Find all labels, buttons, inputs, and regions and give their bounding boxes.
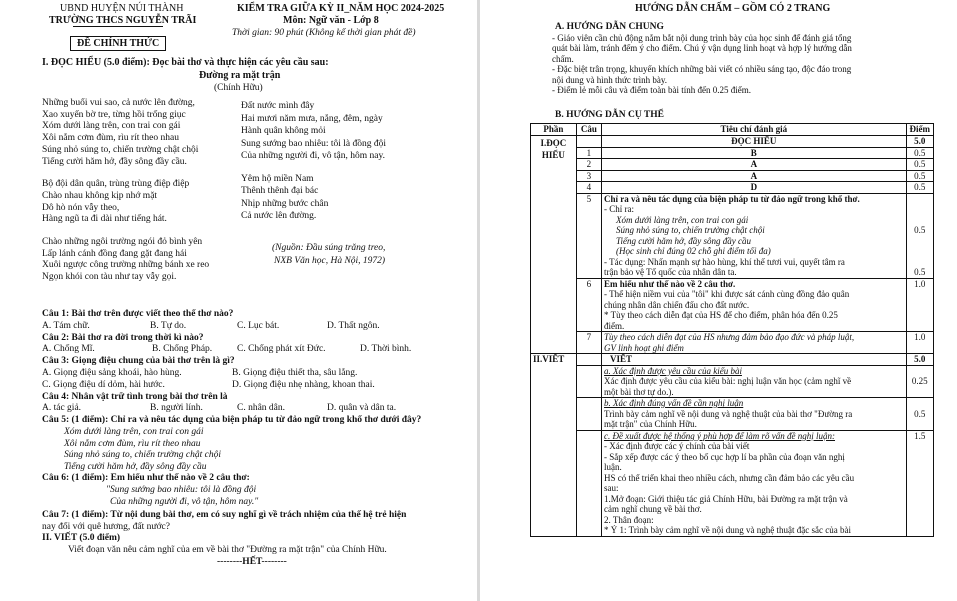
empty-cell [576, 136, 601, 148]
question-3: Câu 3: Giọng điệu chung của bài thơ trên là gì? [42, 356, 235, 367]
poem-stanza-gap [241, 163, 386, 173]
question-1-options [42, 321, 462, 333]
part2-total: 5.0 [906, 354, 933, 366]
part1-label: I.ĐỌC [540, 138, 567, 148]
writing-a-score: 0.25 [906, 365, 933, 398]
criteria-line: - Tác dụng: Nhấn mạnh sự hào hùng, khí thế tươi vui, quyết tâm ra [604, 256, 845, 267]
school-name: TRƯỜNG THCS NGUYỄN TRÃI [49, 15, 197, 26]
table-row [531, 159, 934, 171]
answer-key: A [602, 170, 907, 182]
poem-line: Lấp lánh cánh đồng đang gặt đang hái [42, 248, 187, 259]
specific-guide-title: B. HƯỚNG DẪN CỤ THỂ [555, 110, 664, 120]
q7-score: 1.0 [906, 332, 933, 354]
option-b: B. Tự do. [150, 320, 187, 331]
q5-poem-line: Súng nhỏ súng to, chiến trường chật chội [64, 450, 221, 461]
table-row [531, 365, 934, 398]
guide-line: - Giáo viên cần chủ động nắm bắt nội dung trình bày của học sinh để đánh giá tổng [552, 33, 852, 43]
poem-line: Hàng ngũ ta đi dài như tiếng hát. [42, 214, 167, 225]
option-d: D. quân và dân ta. [327, 403, 397, 414]
criteria-line: 1.Mở đoạn: Giới thiệu tác giả Chính Hữu, bài Đường ra mặt trận và [604, 493, 848, 504]
criteria-line: c. Đề xuất được hệ thống ý phù hợp để làm rõ vấn đề nghị luận: [604, 430, 836, 441]
poem-line: Súng nhỏ súng to, chiến trường chật chội [42, 144, 199, 155]
empty-cell [576, 398, 601, 431]
section2-title: II. VIẾT (5.0 điểm) [42, 533, 121, 544]
poem-line: Chào những ngôi trường ngói đỏ bình yên [42, 237, 203, 248]
poem-line: Yêm hộ miền Nam [241, 173, 314, 184]
option-c: C. Giọng điệu dí dỏm, hài hước. [42, 379, 165, 390]
q5-score: 0.5 [914, 267, 926, 277]
table-row [531, 182, 934, 194]
poem-stanza-gap [42, 226, 209, 237]
answer-key: B [602, 147, 907, 159]
poem-right-column [241, 100, 386, 223]
criteria-line: * Tùy theo cách diễn đạt của HS để cho điểm, phân hóa đến 0.25 [604, 310, 838, 320]
questions-block [42, 309, 462, 568]
district-name: UBND HUYỆN NÚI THÀNH [60, 3, 184, 14]
poem-line: Xao xuyến bờ tre, từng hồi trống giục [42, 109, 186, 120]
answer-num: 2 [576, 159, 601, 171]
question-num: 6 [576, 278, 601, 332]
poem-line: Dô hò nón vẫy theo, [42, 202, 120, 213]
option-a: A. Chống Mĩ. [42, 344, 95, 355]
guide-line: - Đặc biệt trân trọng, khuyến khích những bài viết có nhiều sáng tạo, độc đáo trong [552, 64, 852, 75]
q5-poem-line: Xôi nắm cơm đùm, rìu rít theo nhau [64, 438, 201, 449]
table-row [531, 136, 934, 148]
criteria-line: Tiếng cười hăm hở, đầy sông đầy cầu [616, 235, 752, 246]
poem-line: Xuôi ngược công trường những bánh xe reo [42, 260, 210, 271]
exam-subject: Môn: Ngữ văn - Lớp 8 [283, 15, 379, 26]
writing-a-criteria [602, 365, 907, 398]
guide-line: quát bài làm, tránh đếm ý cho điểm. Chú ý vận dụng linh hoạt và hợp lý hướng dẫn [552, 43, 852, 54]
empty-cell [576, 430, 601, 536]
answer-key: A [602, 159, 907, 171]
poem-line: Sung sướng bao nhiêu: tôi là đồng đội [241, 138, 387, 149]
option-d: D. Thời bình. [360, 344, 412, 355]
table-row [531, 170, 934, 182]
poem-left-column [42, 98, 209, 284]
option-b: B. Giọng điệu thiết tha, sâu lắng. [232, 367, 358, 378]
criteria-line: 2. Thân đoạn: [604, 514, 654, 525]
table-row [531, 332, 934, 354]
option-d: D. Thất ngôn. [327, 320, 380, 331]
poem-source [272, 242, 385, 268]
table-row [531, 354, 934, 366]
poem-line: Ngọn khói con tàu như tay vẫy gọi. [42, 272, 177, 283]
q6-score: 1.0 [906, 278, 933, 332]
question-1: Câu 1: Bài thơ trên được viết theo thể thơ nào? [42, 309, 234, 319]
poem-line: Tiếng cười hăm hở, đầy sông đầy cầu. [42, 156, 187, 167]
criteria-line: điểm. [604, 320, 625, 331]
criteria-line: - Xác định được các ý chính của bài viết [604, 441, 750, 451]
general-guide-title: A. HƯỚNG DẪN CHUNG [555, 22, 664, 32]
criteria-line: a. Xác định được yêu cầu của kiểu bài [604, 365, 742, 376]
criteria-line: Em hiểu như thế nào về 2 câu thơ. [604, 278, 736, 289]
poem-stanza-gap [42, 168, 209, 179]
q5-poem-line: Tiếng cười hăm hở, đầy sông đầy cầu [64, 461, 207, 472]
poem-line: Chào nhau không kịp nhớ mặt [42, 190, 158, 201]
guide-line: nội dung và hình thức trình bày. [552, 74, 668, 85]
part1-heading: ĐỌC HIỂU [602, 136, 907, 148]
q5-score-cell [906, 193, 933, 278]
option-a: A. Tám chữ. [42, 320, 90, 331]
criteria-line: * Ý 1: Trình bày cảm nghĩ về nội dung và nghệ thuật đặc sắc của bài [604, 525, 851, 535]
poem-line: Hành quân không mỏi [241, 126, 326, 136]
question-num: 5 [576, 193, 601, 278]
answer-num: 3 [576, 170, 601, 182]
header-question: Câu [576, 124, 601, 136]
poem-line: Đất nước mình đây [241, 101, 315, 111]
scoring-table [530, 123, 934, 537]
table-row [531, 430, 934, 536]
header-part: Phần [531, 124, 577, 136]
writing-prompt: Viết đoạn văn nêu cảm nghĩ của em về bài thơ "Đường ra mặt trận" của Chính Hữu. [68, 544, 387, 555]
question-6: Câu 6: (1 điểm): Em hiểu như thế nào về 2 câu thơ: [42, 473, 250, 484]
poem-line: Xóm dưới làng trên, con trai con gái [42, 121, 181, 132]
criteria-line: - Sắp xếp được các ý theo bố cục hợp lí ba phần của đoạn văn nghị [604, 451, 845, 462]
poem-title: Đường ra mặt trận [199, 70, 281, 81]
source-line: (Nguồn: Đầu súng trăng treo, [272, 243, 386, 253]
table-header-row [531, 124, 934, 136]
writing-b-score: 0.5 [906, 398, 933, 431]
criteria-line: GV linh hoạt ghi điểm [604, 342, 684, 353]
question-5: Câu 5: (1 điểm): Chỉ ra và nêu tác dụng của biện pháp tu từ đảo ngữ trong khổ thơ dưới đây? [42, 415, 422, 426]
empty-cell [576, 365, 601, 398]
option-c: C. Chống phát xít Đức. [237, 344, 326, 355]
general-guide-text [552, 33, 852, 95]
option-a: A. Giọng điệu sảng khoái, hào hùng. [42, 367, 182, 378]
option-c: C. Lục bát. [237, 320, 280, 331]
answer-num: 4 [576, 182, 601, 194]
poem-line: Của những người đi, vô tận, hôm nay. [241, 151, 385, 161]
answer-num: 1 [576, 147, 601, 159]
answer-score: 0.5 [906, 170, 933, 182]
question-2: Câu 2: Bài thơ ra đời trong thời kì nào? [42, 332, 204, 343]
q5-poem-line: Xóm dưới làng trên, con trai con gái [64, 426, 204, 437]
exam-time: Thời gian: 90 phút (Không kể thời gian phát đề) [232, 28, 416, 38]
criteria-line: Xóm dưới làng trên, con trai con gái [616, 214, 749, 225]
header-underline [73, 26, 163, 27]
end-mark: --------HẾT-------- [217, 556, 287, 567]
option-c: C. nhân dân. [237, 403, 286, 414]
q5-criteria [602, 193, 907, 278]
q6-criteria [602, 278, 907, 332]
criteria-line: - Thể hiện niềm vui của "tôi" khi được sát cánh cùng đồng đảo quân [604, 289, 850, 299]
part2-heading: VIẾT [602, 354, 907, 366]
header-criteria: Tiêu chí đánh giá [602, 124, 907, 136]
poem-line: Thênh thênh đại bác [241, 186, 319, 196]
poem-line: Xôi nắm cơm đùm, rìu rít theo nhau [42, 133, 179, 144]
poem-line: Cả nước lên đường. [241, 211, 317, 221]
answer-score: 0.5 [906, 147, 933, 159]
table-row [531, 398, 934, 431]
question-7: Câu 7: (1 điểm): Từ nội dung bài thơ, em có suy nghĩ gì về trách nhiệm của thế hệ trẻ hiện [42, 510, 407, 521]
table-row [531, 193, 934, 278]
criteria-line: sau: [604, 483, 619, 493]
q6-poem-line: Của những người đi, vô tận, hôm nay." [110, 496, 259, 507]
question-4-options [42, 403, 462, 415]
part1-total: 5.0 [906, 136, 933, 148]
criteria-line: một bài thơ tự do.). [604, 386, 674, 397]
q7-criteria [602, 332, 907, 354]
section1-title: I. ĐỌC HIỂU (5.0 điểm): Đọc bài thơ và thực hiện các yêu cầu sau: [42, 57, 329, 68]
guide-title: HƯỚNG DẪN CHẤM – GỒM CÓ 2 TRANG [635, 3, 831, 14]
part1-cell [531, 136, 577, 354]
q6-poem-line: "Sung sướng bao nhiêu: tôi là đồng đội [106, 484, 257, 495]
poem-author: (Chính Hữu) [214, 83, 263, 93]
criteria-line: trận bảo vệ Tổ quốc của nhân dân ta. [604, 267, 737, 277]
criteria-line: Trình bày cảm nghĩ về nội dung và nghệ thuật của bài thơ "Đường ra [604, 408, 853, 419]
criteria-line: (Học sinh chỉ đúng 02 chỗ ghi điểm tối đa) [616, 246, 771, 256]
writing-c-score: 1.5 [906, 430, 933, 536]
part1-label: HIỂU [541, 150, 565, 160]
table-row [531, 147, 934, 159]
option-a: A. tác giả. [42, 403, 82, 414]
question-4: Câu 4: Nhân vật trữ tình trong bài thơ trên là [42, 391, 228, 402]
option-b: B. Chống Pháp. [152, 344, 213, 355]
criteria-line: - Chỉ ra: [604, 204, 635, 214]
criteria-line: Xác định được yêu cầu của kiểu bài: nghị luận văn học (cảm nghĩ về [604, 376, 852, 386]
question-3-options-row1 [42, 368, 462, 380]
empty-cell [576, 354, 601, 366]
marking-guide-page [480, 0, 957, 601]
exam-title: KIỂM TRA GIỮA KỲ II_NĂM HỌC 2024-2025 [237, 3, 445, 14]
question-3-options-row2 [42, 380, 462, 392]
guide-line: chấm. [552, 53, 574, 64]
poem-line: Hai mươi năm mưa, nắng, đêm, ngày [241, 113, 383, 124]
criteria-line: cảm nghĩ chung về bài thơ. [604, 504, 702, 514]
question-7-cont: nay đối với quê hương, đất nước? [42, 521, 170, 532]
criteria-line: Súng nhỏ súng to, chiến trường chật chội [616, 225, 765, 235]
poem-line: Nhịp những bước chân [241, 198, 329, 209]
official-badge: ĐỀ CHÍNH THỨC [70, 36, 166, 51]
writing-c-criteria [602, 430, 907, 536]
poem-line: Bộ đội dân quân, trùng trùng điệp điệp [42, 179, 190, 190]
criteria-line: HS có thể triển khai theo nhiều cách, nhưng cần đảm bảo các yêu cầu [604, 472, 855, 483]
criteria-line: Chỉ ra và nêu tác dụng của biện pháp tu từ đảo ngữ trong khổ thơ. [604, 193, 860, 204]
criteria-line: luận. [604, 462, 622, 472]
guide-line: - Điểm lẻ mỗi câu và điểm toàn bài tính đến 0.25 điểm. [552, 85, 751, 96]
poem-line: Những buổi vui sao, cả nước lên đường, [42, 98, 195, 108]
source-line: NXB Văn học, Hà Nội, 1972) [274, 256, 386, 266]
header-score: Điểm [906, 124, 933, 136]
criteria-line: Tùy theo cách diễn đạt của HS nhưng đảm bảo đạo đức và pháp luật, [604, 332, 855, 342]
exam-page [0, 0, 477, 601]
answer-key: D [602, 182, 907, 194]
question-num: 7 [576, 332, 601, 354]
q5-score: 0.5 [914, 224, 926, 235]
question-2-options [42, 344, 462, 356]
option-d: D. Giọng điệu nhẹ nhàng, khoan thai. [232, 379, 375, 390]
answer-score: 0.5 [906, 182, 933, 194]
answer-score: 0.5 [906, 159, 933, 171]
part2-cell: II.VIẾT [531, 354, 577, 537]
criteria-line: b. Xác định đúng vấn đề cần nghị luận [604, 398, 744, 408]
table-row [531, 278, 934, 332]
option-b: B. người lính. [150, 403, 203, 414]
writing-b-criteria [602, 398, 907, 431]
criteria-line: chúng nhân dân chiến đấu cho đất nước. [604, 299, 750, 310]
criteria-line: mặt trận" của Chính Hữu. [604, 419, 697, 429]
